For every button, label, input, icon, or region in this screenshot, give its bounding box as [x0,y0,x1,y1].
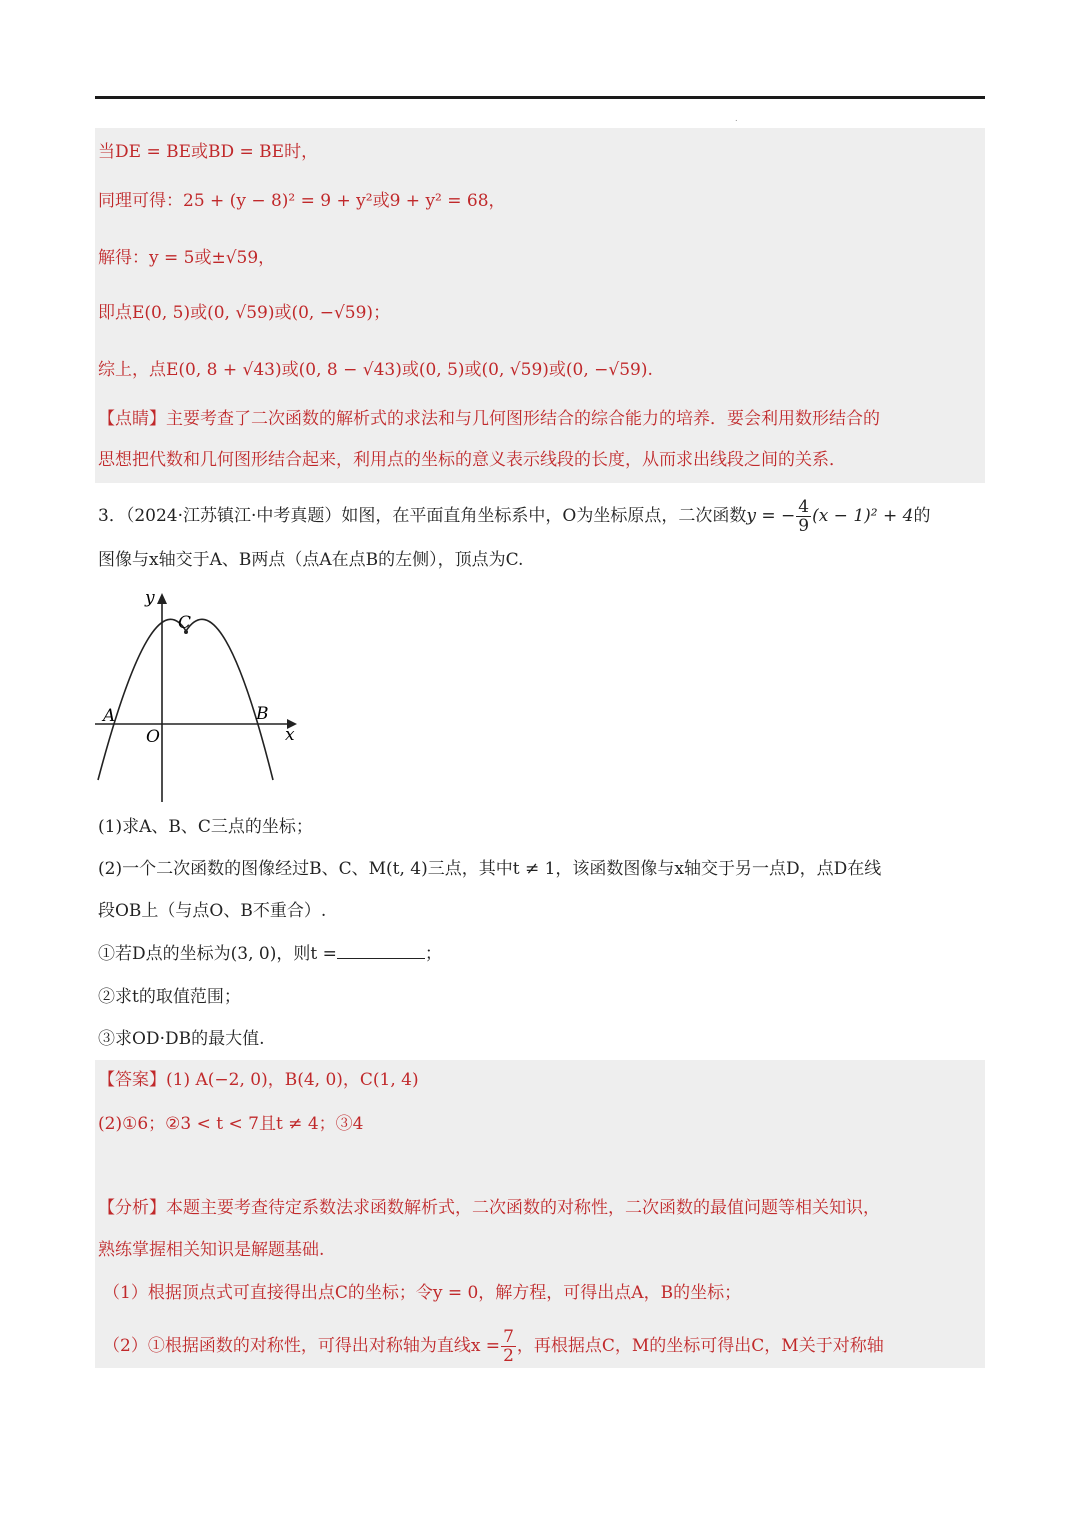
point-b-label: B [256,704,269,724]
question-2c: ③求OD·DB的最大值. [98,1029,265,1049]
question-2a-suffix: ； [424,944,442,964]
answer-tag: 【答案】 [98,1070,166,1090]
parabola-figure [90,585,310,810]
y-axis-arrow [157,593,167,604]
analysis-line-1 [98,1196,880,1220]
axis-fraction [501,1328,516,1365]
answer-blank [337,944,425,959]
question-2-line-2: 段OB上（与点O、B不重合）. [98,901,327,921]
func-rhs: (x − 1)² + 4 [812,506,914,526]
comment-tag: 【点睛】 [98,409,166,429]
question-2b: ②求t的取值范围； [98,987,241,1007]
answer-text-1: (1) A(−2, 0)，B(4, 0)，C(1, 4) [166,1070,419,1090]
solution-line-2: 同理可得：25 + (y − 8)² = 9 + y²或9 + y² = 68， [98,191,506,211]
answer-box [95,1060,985,1368]
x-axis-label: x [285,725,295,745]
analysis-text-1: 本题主要考查待定系数法求函数解析式，二次函数的对称性，二次函数的最值问题等相关知识， [166,1198,880,1218]
problem-intro-suffix: 的 [913,506,931,526]
header-rule [95,96,985,99]
origin-label: O [146,727,160,747]
analysis-line-4-suffix: ，再根据点C，M的坐标可得出C，M关于对称轴 [516,1336,884,1356]
func-frac-num: 4 [798,497,810,517]
answer-line-2: (2)①6；②3 < t < 7且t ≠ 4；③4 [98,1114,364,1134]
solution-line-1: 当DE = BE或BD = BE时， [98,142,319,162]
solution-line-5: 综上，点E(0, 8 + √43)或(0, 8 − √43)或(0, 5)或(0, √59)或(0, −√59). [98,360,653,380]
solution-line-3: 解得：y = 5或±√59， [98,248,276,268]
func-frac-den: 9 [798,516,810,536]
header-dot: . [735,114,738,123]
question-2a [98,942,442,966]
comment-text-1: 主要考查了二次函数的解析式的求法和与几何图形结合的综合能力的培养．要会利用数形结合的 [166,409,880,429]
func-fraction [796,498,811,535]
parabola-curve [98,619,273,780]
point-a-label: A [103,706,116,726]
comment-line-2: 思想把代数和几何图形结合起来，利用点的坐标的意义表示线段的长度，从而求出线段之间的关系． [98,450,846,470]
func-lhs: y = − [746,506,796,526]
axis-frac-den: 2 [503,1346,514,1366]
analysis-line-3: （1）根据顶点式可直接得出点C的坐标；令y = 0，解方程，可得出点A，B的坐标； [103,1283,742,1303]
question-2a-prefix: ①若D点的坐标为(3, 0)，则t = [98,944,337,964]
comment-line-1 [98,407,880,431]
question-1: (1)求A、B、C三点的坐标； [98,817,313,837]
analysis-line-2: 熟练掌握相关知识是解题基础. [98,1240,325,1260]
point-c-label: C [178,613,192,633]
answer-line-1 [98,1068,419,1092]
problem-intro-line-1 [98,498,930,535]
analysis-line-4 [103,1328,884,1365]
question-2-line-1: (2)一个二次函数的图像经过B、C、M(t, 4)三点，其中t ≠ 1，该函数图像与x轴交于另一点D，点D在线 [98,859,882,879]
problem-intro-line-2: 图像与x轴交于A、B两点（点A在点B的左侧），顶点为C. [98,550,524,570]
y-axis-label: y [145,588,155,608]
solution-box [95,128,985,483]
analysis-tag: 【分析】 [98,1198,166,1218]
problem-intro-prefix: 3．（2024·江苏镇江·中考真题）如图，在平面直角坐标系中，O为坐标原点，二次函数 [98,506,747,526]
solution-line-4: 即点E(0, 5)或(0, √59)或(0, −√59)； [98,303,391,323]
analysis-line-4-prefix: （2）①根据函数的对称性，可得出对称轴为直线x = [103,1336,501,1356]
axis-frac-num: 7 [503,1327,514,1347]
